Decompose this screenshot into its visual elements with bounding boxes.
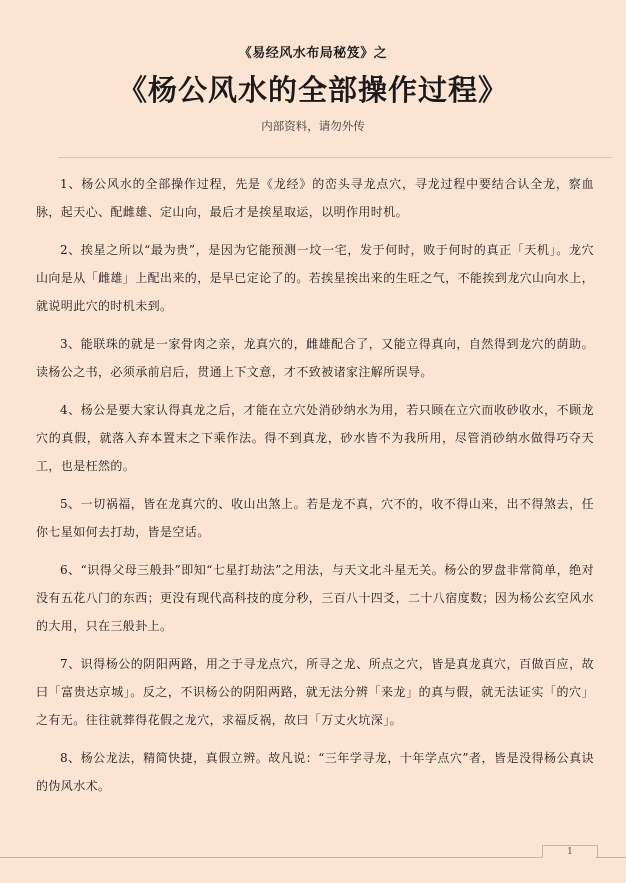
paragraph-1: 1、杨公风水的全部操作过程，先是《龙经》的峦头寻龙点穴，寻龙过程中要结合认全龙，察血脉，起天心、配雌雄、定山向，最后才是挨星取运，以明作用时机。 <box>36 177 594 219</box>
footer-divider-right <box>596 857 626 858</box>
subtitle: 内部资料，请勿外传 <box>261 119 365 133</box>
series-title: 《易经风水布局秘笈》之 <box>238 46 388 61</box>
paragraph-7: 7、识得杨公的阴阳两路，用之于寻龙点穴，所寻之龙、所点之穴，皆是真龙真穴，百做百应，故曰「富贵达京城」。反之，不识杨公的阴阳两路，就无法分辨「来龙」的真与假，就无法证实「的穴」之有无。往往就葬得花假之龙穴，求福反祸，故曰「万丈火坑深」。 <box>36 657 594 727</box>
paragraph-6: 6、“识得父母三般卦”即知“七星打劫法”之用法，与天文北斗星无关。杨公的罗盘非常简单，绝对没有五花八门的东西；更没有现代高科技的度分秒，三百八十四爻，二十八宿度数；因为杨公玄空风水的大用，只在三般卦上。 <box>36 563 595 633</box>
paragraph-2: 2、挨星之所以“最为贵”，是因为它能预测一坟一宅，发于何时，败于何时的真正「天机」。龙穴山向是从「雌雄」上配出来的，是早已定论了的。若挨星挨出来的生旺之气，不能挨到龙穴山向水上，就说明此穴的时机未到。 <box>36 243 595 313</box>
footer-divider <box>0 857 542 858</box>
paragraph-3: 3、能联珠的就是一家骨肉之亲，龙真穴的，雌雄配合了，又能立得真向，自然得到龙穴的荫助。读杨公之书，必须承前启后，贯通上下文意，才不致被诸家注解所误导。 <box>36 337 594 379</box>
paragraph-5: 5、一切祸福，皆在龙真穴的、收山出煞上。若是龙不真，穴不的，收不得山来，出不得煞去，任你七星如何去打劫，皆是空话。 <box>36 497 594 539</box>
paragraph-4: 4、杨公是要大家认得真龙之后，才能在立穴处消砂纳水为用，若只顾在立穴而收砂收水，不顾龙穴的真假，就落入弃本置末之下乘作法。得不到真龙，砂水皆不为我所用，尽管消砂纳水做得巧夺天工，也是枉然的。 <box>36 403 594 473</box>
paragraph-8: 8、杨公龙法，精简快捷，真假立辨。故凡说：“三年学寻龙，十年学点穴”者，皆是没得杨公真诀的伪风水术。 <box>36 751 594 793</box>
page-number: 1 <box>542 845 598 858</box>
header-divider <box>58 157 612 158</box>
page-title: 《杨公风水的全部操作过程》 <box>117 73 508 107</box>
document-body <box>36 170 594 810</box>
